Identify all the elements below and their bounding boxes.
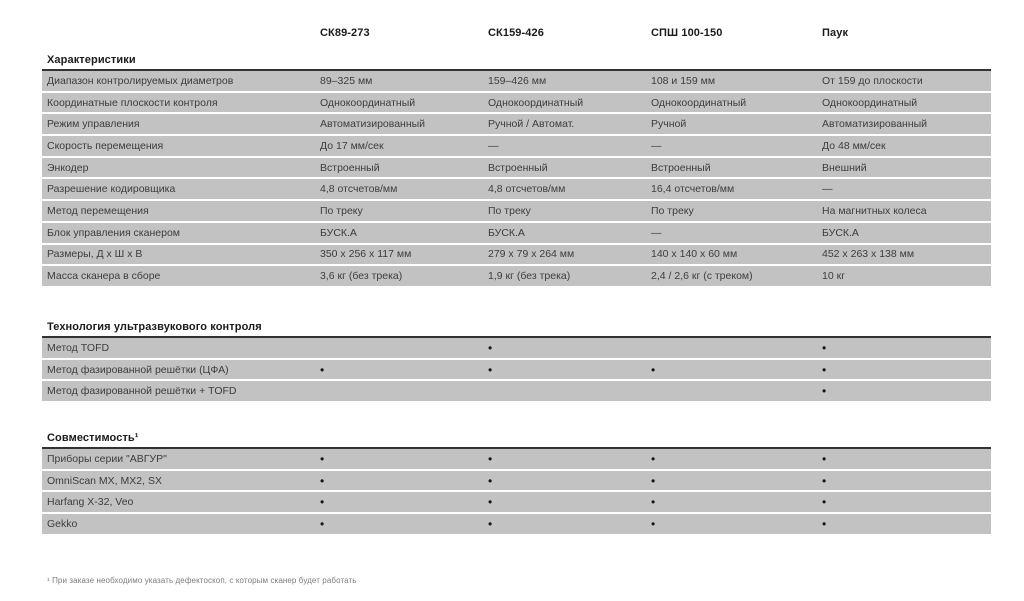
spec-row [42,93,991,115]
cell-value: 89–325 мм [320,74,373,87]
spec-row [42,245,991,267]
cell-value: 140 х 140 х 60 мм [651,248,738,261]
column-title-sk159-426: СК159-426 [488,27,544,39]
spec-row [42,471,991,493]
feature-dot: • [822,342,827,353]
spec-row [42,136,991,158]
spec-row [42,492,991,514]
column-title-sk89-273: СК89-273 [320,27,370,39]
spec-row [42,360,991,382]
cell-value: 452 х 263 х 138 мм [822,248,915,261]
section-title-characteristics: Характеристики [47,54,136,66]
row-label: Gekko [47,517,78,530]
feature-dot: • [488,497,493,508]
cell-value: БУСК.А [488,226,525,239]
row-label: Блок управления сканером [47,226,181,239]
row-label: Диапазон контролируемых диаметров [47,74,234,87]
cell-value: Встроенный [651,161,711,174]
column-title-spsh-100-150: СПШ 100-150 [651,27,723,39]
row-label: Метод TOFD [47,341,110,354]
cell-value: По треку [488,204,531,217]
feature-dot: • [651,497,656,508]
spec-row [42,381,991,403]
feature-dot: • [488,475,493,486]
row-label: Масса сканера в сборе [47,270,161,283]
feature-dot: • [651,518,656,529]
feature-dot: • [651,453,656,464]
row-label: Режим управления [47,118,140,131]
table-ultrasonic-technology [42,336,991,403]
cell-value: Внешний [822,161,867,174]
cell-value: 108 и 159 мм [651,74,716,87]
cell-value: Однокоординатный [320,96,416,109]
row-label: Энкодер [47,161,89,174]
feature-dot: • [488,342,493,353]
cell-value: — [822,183,833,196]
cell-value: БУСК.А [320,226,357,239]
spec-row [42,266,991,288]
feature-dot: • [651,475,656,486]
cell-value: 4,8 отсчетов/мм [320,183,398,196]
row-label: Harfang X-32, Veo [47,496,134,509]
cell-value: 3,6 кг (без трека) [320,270,403,283]
row-label: Координатные плоскости контроля [47,96,218,109]
feature-dot: • [488,518,493,529]
cell-value: 4,8 отсчетов/мм [488,183,566,196]
spec-row [42,158,991,180]
cell-value: — [488,139,499,152]
feature-dot: • [651,364,656,375]
cell-value: До 17 мм/сек [320,139,384,152]
feature-dot: • [320,364,325,375]
feature-dot: • [488,364,493,375]
table-characteristics [42,69,991,288]
spec-row [42,449,991,471]
row-label: Метод фазированной решётки (ЦФА) [47,363,229,376]
cell-value: 279 х 79 х 264 мм [488,248,575,261]
column-title-pauk: Паук [822,27,849,39]
cell-value: 350 х 256 х 117 мм [320,248,412,261]
row-label: Приборы серии "АВГУР" [47,452,167,465]
section-title-compatibility: Совместимость¹ [47,432,139,444]
feature-dot: • [822,453,827,464]
spec-row [42,201,991,223]
table-compatibility [42,447,991,536]
cell-value: — [651,139,662,152]
cell-value: На магнитных колеса [822,204,927,217]
cell-value: До 48 мм/сек [822,139,886,152]
cell-value: Ручной / Автомат. [488,118,575,131]
feature-dot: • [822,364,827,375]
spec-row [42,71,991,93]
cell-value: По треку [320,204,363,217]
cell-value: 10 кг [822,270,846,283]
cell-value: Однокоординатный [488,96,584,109]
feature-dot: • [822,497,827,508]
cell-value: 159–426 мм [488,74,547,87]
feature-dot: • [320,497,325,508]
section-title-ultrasonic-technology: Технология ультразвукового контроля [47,321,262,333]
column-title-spacer [42,27,320,39]
feature-dot: • [320,453,325,464]
cell-value: Автоматизированный [320,118,426,131]
cell-value: 2,4 / 2,6 кг (с треком) [651,270,753,283]
cell-value: Однокоординатный [822,96,918,109]
cell-value: Однокоординатный [651,96,747,109]
cell-value: 1,9 кг (без трека) [488,270,571,283]
row-label: Размеры, Д х Ш х В [47,248,143,261]
spec-row [42,223,991,245]
cell-value: Автоматизированный [822,118,928,131]
cell-value: Ручной [651,118,687,131]
spec-row [42,338,991,360]
cell-value: 16,4 отсчетов/мм [651,183,735,196]
column-headers [42,27,991,39]
row-label: Метод перемещения [47,204,149,217]
cell-value: Встроенный [320,161,380,174]
row-label: Метод фазированной решётки + TOFD [47,385,237,398]
feature-dot: • [822,518,827,529]
spec-row [42,179,991,201]
feature-dot: • [822,475,827,486]
cell-value: Встроенный [488,161,548,174]
cell-value: От 159 до плоскости [822,74,923,87]
feature-dot: • [822,386,827,397]
cell-value: — [651,226,662,239]
spec-row [42,114,991,136]
spec-row [42,514,991,536]
feature-dot: • [320,475,325,486]
cell-value: БУСК.А [822,226,859,239]
row-label: Скорость перемещения [47,139,164,152]
footnote: ¹ При заказе необходимо указать дефектоскоп, с которым сканер будет работать [47,576,357,585]
feature-dot: • [320,518,325,529]
row-label: OmniScan MX, MX2, SX [47,474,162,487]
feature-dot: • [488,453,493,464]
cell-value: По треку [651,204,694,217]
row-label: Разрешение кодировщика [47,183,176,196]
